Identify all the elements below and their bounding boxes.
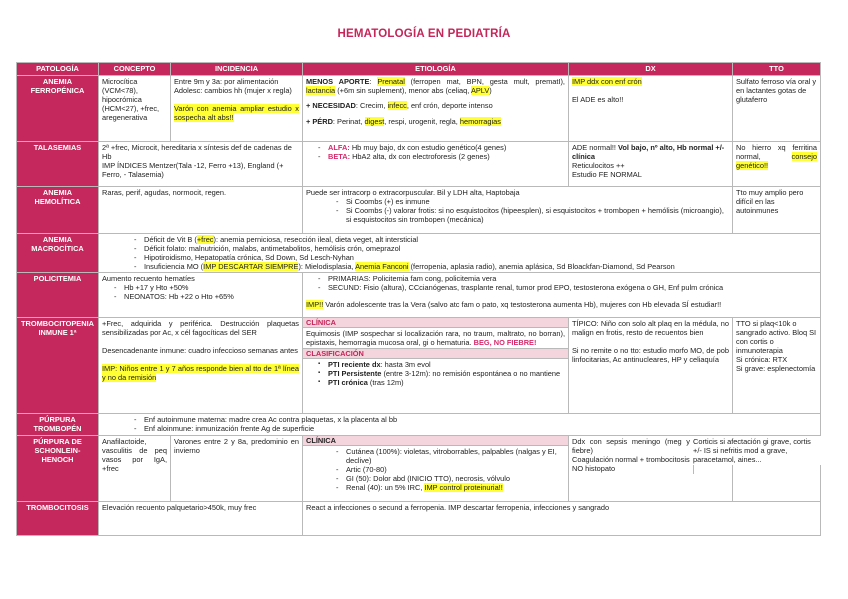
text: : hasta 3m evol (380, 360, 431, 369)
text-line: Si grave: esplenectomía (736, 364, 816, 373)
section-label: CLÍNICA (303, 436, 568, 446)
label: + NECESIDAD (306, 101, 356, 110)
highlight-text: +frec (196, 235, 214, 244)
text-line: Reticulocitos ++ (572, 161, 625, 170)
list-item: - PRIMARIAS: Policitemia fam cong, policitemia vera (328, 274, 817, 283)
row-purpura-trombopen (17, 414, 821, 436)
etiologia-cell (303, 273, 821, 318)
section-label: CLASIFICACIÓN (303, 348, 568, 359)
text-line: Si no remite o no tto: estudio morfo MO, de pob linfocitarias, Ac antinucleares, HP y celiaquía (572, 346, 729, 364)
highlight-text: digest (364, 117, 385, 126)
header-row (17, 63, 821, 76)
row-anemia-macrocitica (17, 234, 821, 273)
etiologia-cell (303, 187, 733, 234)
row-schonlein-henoch (17, 436, 821, 502)
highlight-text: IMP DESCARTAR SIEMPRE (203, 262, 299, 271)
list-item: - Enf aloinmune: inmunización frente Ag de superficie (144, 424, 817, 433)
etiologia-cell (303, 76, 569, 142)
text: : (369, 77, 378, 86)
highlight-text: IMP: Niños entre 1 y 7 años responde bien al tto de 1ª línea y no da remisión (102, 364, 299, 382)
row-policitemia (17, 273, 821, 318)
text-line: NO histopato (572, 464, 616, 473)
text-line: El ADE es alto!! (572, 95, 624, 104)
dx-cell (569, 142, 733, 187)
text: , enf crón, deporte intenso (406, 101, 493, 110)
text: ) (489, 86, 492, 95)
highlight-text: IMP ddx con enf crón (572, 77, 642, 86)
header-incidencia: INCIDENCIA (171, 63, 303, 76)
text: Equimosis (IMP sospechar si localización rara, no traum, maltrato, no borran), epistaxis, hemorragia mucosa oral, gi o hematuria. (306, 329, 565, 347)
bold-text: PTI crónica (328, 378, 368, 387)
concepto-cell: Microcítica (VCM<78), hipocrómica (HCM<27), +frec, aregenerativa (99, 76, 171, 142)
section-label: CLÍNICA (303, 318, 568, 328)
text: Insuficiencia MO ( (144, 262, 204, 271)
list-item (144, 262, 817, 271)
list-item (328, 143, 565, 152)
highlight-text: hemorragias (459, 117, 501, 126)
list-item (328, 369, 565, 378)
page-title: HEMATOLOGÍA EN PEDIATRÍA (337, 28, 511, 40)
text: HbA2 alta, dx con electroforesis (2 genes) (350, 152, 490, 161)
text: Renal (40): un 5% IRC, (346, 483, 425, 492)
hematology-table (16, 62, 821, 536)
list-item (328, 360, 565, 369)
label: ALFA: (328, 143, 350, 152)
pathology-name: TROMBOCITOSIS (17, 502, 99, 536)
concepto-cell: Elevación recuento palquetario>450k, muy frec (99, 502, 303, 536)
list-item: - Si Coombs (+) es inmune (346, 197, 729, 206)
list-item: - Cutánea (100%): violetas, vitroborrables, palpables (nalgas y EI, declive) (346, 447, 565, 465)
list-item (346, 483, 565, 492)
label: + PÉRD (306, 117, 333, 126)
text-line: Puede ser intracorp o extracorpuscular. Bil y LDH alta, Haptobaja (306, 188, 520, 197)
label: BETA: (328, 152, 351, 161)
tto-cell: Sulfato ferroso vía oral y en lactantes gotas de glutaferro (733, 76, 821, 142)
highlight-text: Varón con anemia ampliar estudio x sospecha alt abs!! (174, 104, 299, 122)
text-line: Ddx con sepsis meningo (meg y fiebre) (572, 437, 690, 455)
header-etiologia: ETIOLOGÍA (303, 63, 569, 76)
incidencia-cell: Varones entre 2 y 8a, predominio en invierno (171, 436, 303, 502)
tto-cell (693, 436, 821, 502)
etiologia-cell: React a infecciones o secund a ferropenia. IMP descartar ferropenia, infecciones y sangrado (303, 502, 821, 536)
list-item: - Déficit folato: malnutrición, malabs, antimetabolitos, hemólisis crón, omeprazol (144, 244, 817, 253)
list-item: - Hipotiroidismo, Hepatopatía crónica, Sd Down, Sd Lesch-Nyhan (144, 253, 817, 262)
pathology-name: POLICITEMIA (17, 273, 99, 318)
text: (ferropen mat, BPN, gesta mult, prematI), (404, 77, 565, 86)
list-item: - Hb +17 y Hto +50% (124, 283, 299, 292)
text: ): Mielodisplasia, (298, 262, 356, 271)
etiologia-cell (303, 436, 569, 502)
text: (+6m sin suplement), menor abs (celiaq, (335, 86, 471, 95)
concepto-cell: Anafilactoide, vasculitis de peq vasos por IgA, +frec (99, 436, 171, 502)
tto-cell (733, 318, 821, 414)
text-line: Estudio FE NORMAL (572, 170, 642, 179)
text-line: Adolesc: cambios hh (mujer x regla) (174, 86, 292, 95)
list-item: - Si Coombs (-) valorar frotis: si no esquistocitos (hipeesplen), si esquistocitos + trombopen + hemólisis (microangio), si esquistocitos sin trombopen (mecánica) (346, 206, 729, 224)
highlight-text: Anemia Fanconi (355, 262, 409, 271)
text-line: Si crónica: RTX (736, 355, 788, 364)
pathology-name: ANEMIA HEMOLÍTICA (17, 187, 99, 234)
text-line: TÍPICO: Niño con solo alt plaq en la médula, no malign en frotis, resto de recuentos bien (572, 319, 729, 337)
list-item: - SECUND: Fisio (altura), CCcianógenas, trasplante renal, tumor prod EPO, testosterona exógena o GH, Enf pulm crónica (328, 283, 817, 292)
pathology-name: PÚRPURA DE SCHONLEIN-HENOCH (17, 436, 99, 502)
label: MENOS APORTE (306, 77, 370, 86)
highlight-text: lactancia (306, 86, 336, 95)
content-cell (99, 414, 821, 436)
row-anemia-hemolitica (17, 187, 821, 234)
tto-cell: Tto muy amplio pero difícil en las autoinmunes (733, 187, 821, 234)
pathology-name: TROMBOCITOPENIA INMUNE 1ª (17, 318, 99, 414)
header-dx: DX (569, 63, 733, 76)
text: (ferropenia, aplasia radio), anemia aplásica, Sd Bloackfan-Diamond, Sd Pearson (408, 262, 675, 271)
etiologia-cell (303, 142, 569, 187)
list-item (328, 152, 565, 161)
dx-cell (569, 76, 733, 142)
concepto-cell (99, 142, 303, 187)
text: ): anemia perniciosa, resección ileal, dieta veget, alt intersticial (213, 235, 419, 244)
content-cell (99, 234, 821, 273)
highlight-text: APLV (470, 86, 490, 95)
tto-text: Corticis si afectación gi grave, cortis +/- IS si nefritis mod a grave, paracetamol, aines... (690, 436, 824, 465)
bold-text: PTI reciente dx (328, 360, 381, 369)
list-item (144, 235, 817, 244)
pathology-name: PÚRPURA TROMBOPÉN (17, 414, 99, 436)
dx-cell (569, 318, 733, 414)
pink-text: BEG, NO FIEBRE! (473, 338, 537, 347)
text: ADE normal!! (572, 143, 619, 152)
text: (entre 3-12m): no remisión espontánea o no mantiene (381, 369, 561, 378)
pathology-name: ANEMIA FERROPÉNICA (17, 76, 99, 142)
row-anemia-ferropenica (17, 76, 821, 142)
concepto-cell (99, 318, 303, 414)
text: (tras 12m) (367, 378, 404, 387)
text-line: TTO si plaq<10k o sangrado activo. Bloq SI con cortis o inmunoterapia (736, 319, 817, 355)
header-tto: TTO (733, 63, 821, 76)
text: : Perinat, (332, 117, 365, 126)
text-line: Coagulación normal + trombocitosis (572, 455, 690, 464)
header-patologia: PATOLOGÍA (17, 63, 99, 76)
concepto-cell (99, 273, 303, 318)
list-item (328, 378, 565, 387)
bold-text: Vol bajo, nº alto, Hb normal +/- clínica (572, 143, 725, 161)
highlight-text: IMP control proteinuria!! (424, 483, 503, 492)
highlight-text: IMP!! (306, 300, 324, 309)
highlight-text: infecc (387, 101, 407, 110)
text: : Crecim, (355, 101, 388, 110)
text-line: Desencadenante inmune: cuadro infeccioso semanas antes (102, 346, 298, 355)
bold-text: PTI Persistente (328, 369, 382, 378)
text-line: 2ª +frec, Microcit, hereditaria x síntesis def de cadenas de Hb (102, 143, 292, 161)
text: Déficit de Vit B ( (144, 235, 197, 244)
text: , respi, urogenit, regla, (384, 117, 460, 126)
list-item: - NEONATOS: Hb +22 o Hto +65% (124, 292, 299, 301)
header-concepto: CONCEPTO (99, 63, 171, 76)
text: Hb muy bajo, dx con estudio genético(4 genes) (349, 143, 507, 152)
text-line: IMP ÍNDICES Mentzer(Tala -12, Ferro +13), England (+ Ferro, - Talasemia) (102, 161, 284, 179)
text-line: Aumento recuento hematíes (102, 274, 195, 283)
text: Varón adolescente tras la Vera (salvo atc fam o pato, xq testosterona aumenta Hb), mujeres con Hb elevada SÍ estudiar!! (323, 300, 722, 309)
pathology-name: ANEMIA MACROCÍTICA (17, 234, 99, 273)
row-talasemias (17, 142, 821, 187)
row-trombocitopenia-inmune (17, 318, 821, 414)
pathology-name: TALASEMIAS (17, 142, 99, 187)
list-item: - Artic (70-80) (346, 465, 565, 474)
etiologia-cell (303, 318, 569, 414)
row-trombocitosis (17, 502, 821, 536)
text-line: Entre 9m y 3a: por alimentación (174, 77, 279, 86)
text-line: +Frec, adquirida y periférica. Destrucción plaquetas sensibilizadas por Ac, x cél fagocíticas del SER (102, 319, 299, 337)
highlight-text: Prenatal (377, 77, 405, 86)
text: No hierro xq ferritina normal, (736, 143, 817, 161)
incidencia-cell (171, 76, 303, 142)
concepto-cell: Raras, perif, agudas, normocit, regen. (99, 187, 303, 234)
highlight-text: consejo genético!! (736, 152, 817, 170)
list-item: - Enf autoinmune materna: madre crea Ac contra plaquetas, x la placenta al bb (144, 415, 817, 424)
tto-cell (733, 142, 821, 187)
list-item: - GI (50): Dolor abd (INICIO TTO), necrosis, vólvulo (346, 474, 565, 483)
